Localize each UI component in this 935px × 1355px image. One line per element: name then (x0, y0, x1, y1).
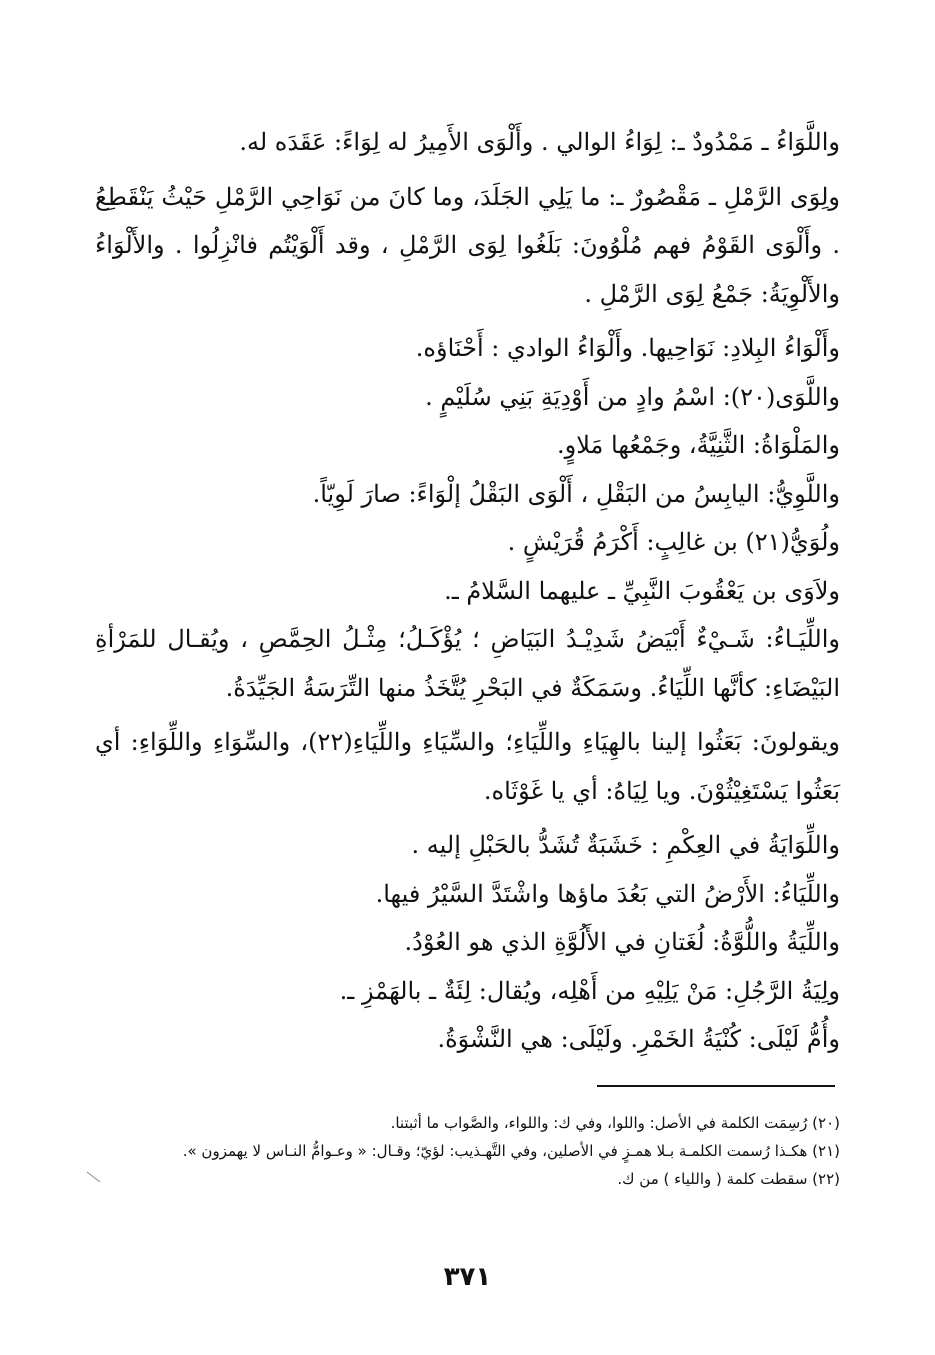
paragraph: ولِوَى الرَّمْلِ ـ مَقْصُورٌ ـ: ما يَلِي الجَلَدَ، وما كانَ من نَوَاحِي الرَّمْلِ حَيْثُ يَنْقَطِعُ . وأَلْوَى القَوْمُ فهم مُلْوُونَ: بَلَغُوا لِوَى الرَّمْلِ ، وقد أَلْوَيْتُم فانْزِلُوا . والأَلْوَاءُ والأَلْوِيَةُ: جَمْعُ لِوَى الرَّمْلِ . (95, 182, 840, 308)
footnote: (٢١) هكـذا رُسمت الكلمـة بـلا همـزٍ في الأصلين، وفي التَّهـذيب: لؤيّ؛ وقـال: « وعـوامُّ النـاس لا يهمزون ». (182, 1142, 840, 1160)
paragraph: واللِّيَاءُ: الأَرْضُ التي بَعُدَ ماؤها واشْتَدَّ السَّيْرُ فيها. (375, 879, 840, 908)
paragraph: وأَلْوَاءُ البِلادِ: نَوَاحِيها. وأَلْوَاءُ الوادي : أَحْنَاؤه. (415, 334, 840, 362)
paragraph: ولُوَيُّ(٢١) بن غالِبٍ: أَكْرَمُ قُرَيْشٍ . (507, 528, 840, 556)
paragraph: ولاَوَى بن يَعْقُوبَ النَّبِيِّ ـ عليهما السَّلامُ ـ. (444, 576, 840, 605)
page-number: ٣٧١ (443, 1262, 492, 1292)
main-text (95, 118, 840, 1064)
paragraph: واللِّيَةُ واللُّوَّةُ: لُغَتانِ في الأَلُوَّةِ الذي هو العُوْدُ. (404, 928, 840, 956)
paragraph: والمَلْوَاةُ: الثَّنِيَّةُ، وجَمْعُها مَلاوٍ. (557, 431, 840, 459)
paragraph: ولِيَةُ الرَّجُلِ: مَنْ يَلِيْهِ من أَهْلِه، ويُقال: لِئَةٌ ـ بالهَمْزِ ـ. (339, 976, 840, 1005)
paragraph: واللِّوَايَةُ في العِكْمِ : خَشَبَةٌ تُشَدُّ بالحَبْلِ إليه . (411, 831, 840, 859)
footnote: (٢٢) سقطت كلمة ( واللياء ) من ك. (617, 1170, 840, 1188)
paragraph: وأُمُّ لَيْلَى: كُنْيَةُ الخَمْرِ. ولَيْلَى: هي النَّشْوَةُ. (437, 1025, 840, 1053)
paragraph: واللِّيَـاءُ: شَـيْءٌ أَبْيَضُ شَدِيْـدُ البَيَاضِ ؛ يُؤْكَـلُ؛ مِثْـلُ الحِمَّصِ ، ويُقـال للمَرْأةِ البَيْضَاءِ: كأنَّها اللِّيَاءُ. وسَمَكَةٌ في البَحْرِ يُتَّخَذُ منها التِّرَسَةُ الجَيِّدَةُ. (95, 625, 840, 702)
paragraph: واللَّوَاءُ ـ مَمْدُودٌ ـ: لِوَاءُ الوالي . وأَلْوَى الأَمِيرُ له لِوَاءً: عَقَدَه له. (239, 128, 840, 156)
paragraph: واللَّوِيُّ: اليابِسُ من البَقْلِ ، أَلْوَى البَقْلُ إلْوَاءً: صارَ لَوِيّاً. (312, 479, 840, 508)
footnotes (95, 1110, 840, 1194)
scan-mark-icon (86, 1170, 102, 1184)
paragraph: ويقولونَ: بَعَثُوا إلينا بالهِيَاءِ واللِّيَاءِ؛ والسِّيَاءِ واللِّيَاءِ(٢٢)، والسِّوَاءِ واللِّوَاءِ: أي بَعَثُوا يَسْتَغِيْثُوْنَ. ويا لِيَاهُ: أي يا غَوْثَاه. (95, 728, 841, 805)
footnote-divider (597, 1085, 835, 1087)
footnote: (٢٠) رُسِمَت الكلمة في الأصل: واللوا، وفي ك: واللواء، والصَّواب ما أثبتنا. (390, 1114, 840, 1132)
paragraph: واللَّوَى(٢٠): اسْمُ وادٍ من أَوْدِيَةِ بَنِي سُلَيْمٍ . (425, 382, 840, 411)
